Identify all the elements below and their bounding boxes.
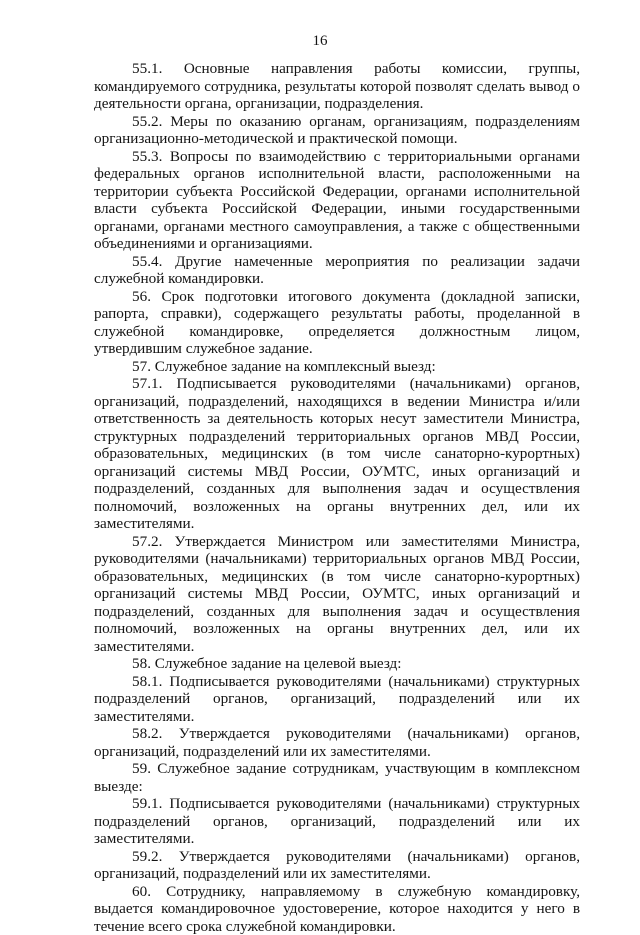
paragraph-55-2: 55.2. Меры по оказанию органам, организациям, подразделениям организационно-методической и практической помощи. [94,113,580,148]
paragraph-59-1: 59.1. Подписывается руководителями (начальниками) структурных подразделений органов, организаций, подразделений или их заместителями. [94,795,580,848]
paragraph-55-3: 55.3. Вопросы по взаимодействию с территориальными органами федеральных органов исполнительной власти, расположенными на территории субъекта Российской Федерации, органами исполнительной власти субъекта Российской Федерации, иными государственными органами, органами местного самоуправления, а также с общественными объединениями и организациями. [94,148,580,253]
paragraph-57-1: 57.1. Подписывается руководителями (начальниками) органов, организаций, подразделений, находящихся в ведении Министра и/или ответственность за деятельность которых несут заместители Министра, структурных подразделений территориальных органов МВД России, образовательных, медицинских (в том числе санаторно-курортных) организаций системы МВД России, ОУМТС, иных организаций и подразделений, созданных для выполнения задач и осуществления полномочий, возложенных на органы внутренних дел, или их заместителями. [94,375,580,533]
paragraph-57: 57. Служебное задание на комплексный выезд: [94,358,580,376]
paragraph-59: 59. Служебное задание сотрудникам, участвующим в комплексном выезде: [94,760,580,795]
paragraph-55-4: 55.4. Другие намеченные мероприятия по реализации задачи служебной командировки. [94,253,580,288]
paragraph-58-2: 58.2. Утверждается руководителями (начальниками) органов, организаций, подразделений или их заместителями. [94,725,580,760]
paragraph-60: 60. Сотруднику, направляемому в служебную командировку, выдается командировочное удостоверение, которое находится у него в течение всего срока служебной командировки. [94,883,580,935]
paragraph-56: 56. Срок подготовки итогового документа (докладной записки, рапорта, справки), содержащего результаты работы, проделанной в служебной командировке, определяется должностным лицом, утвердившим служебное задание. [94,288,580,358]
paragraph-58-1: 58.1. Подписывается руководителями (начальниками) структурных подразделений органов, организаций, подразделений или их заместителями. [94,673,580,726]
paragraph-55-1: 55.1. Основные направления работы комиссии, группы, командируемого сотрудника, результаты которой позволят сделать вывод о деятельности органа, организации, подразделения. [94,60,580,113]
paragraph-59-2: 59.2. Утверждается руководителями (начальниками) органов, организаций, подразделений или их заместителями. [94,848,580,883]
document-body [94,60,580,935]
paragraph-57-2: 57.2. Утверждается Министром или заместителями Министра, руководителями (начальниками) территориальных органов МВД России, образовательных, медицинских (в том числе санаторно-курортных) организаций системы МВД России, ОУМТС, иных организаций и подразделений, созданных для выполнения задач и осуществления полномочий, возложенных на органы внутренних дел, или их заместителями. [94,533,580,656]
page-number: 16 [0,33,640,50]
paragraph-58: 58. Служебное задание на целевой выезд: [94,655,580,673]
